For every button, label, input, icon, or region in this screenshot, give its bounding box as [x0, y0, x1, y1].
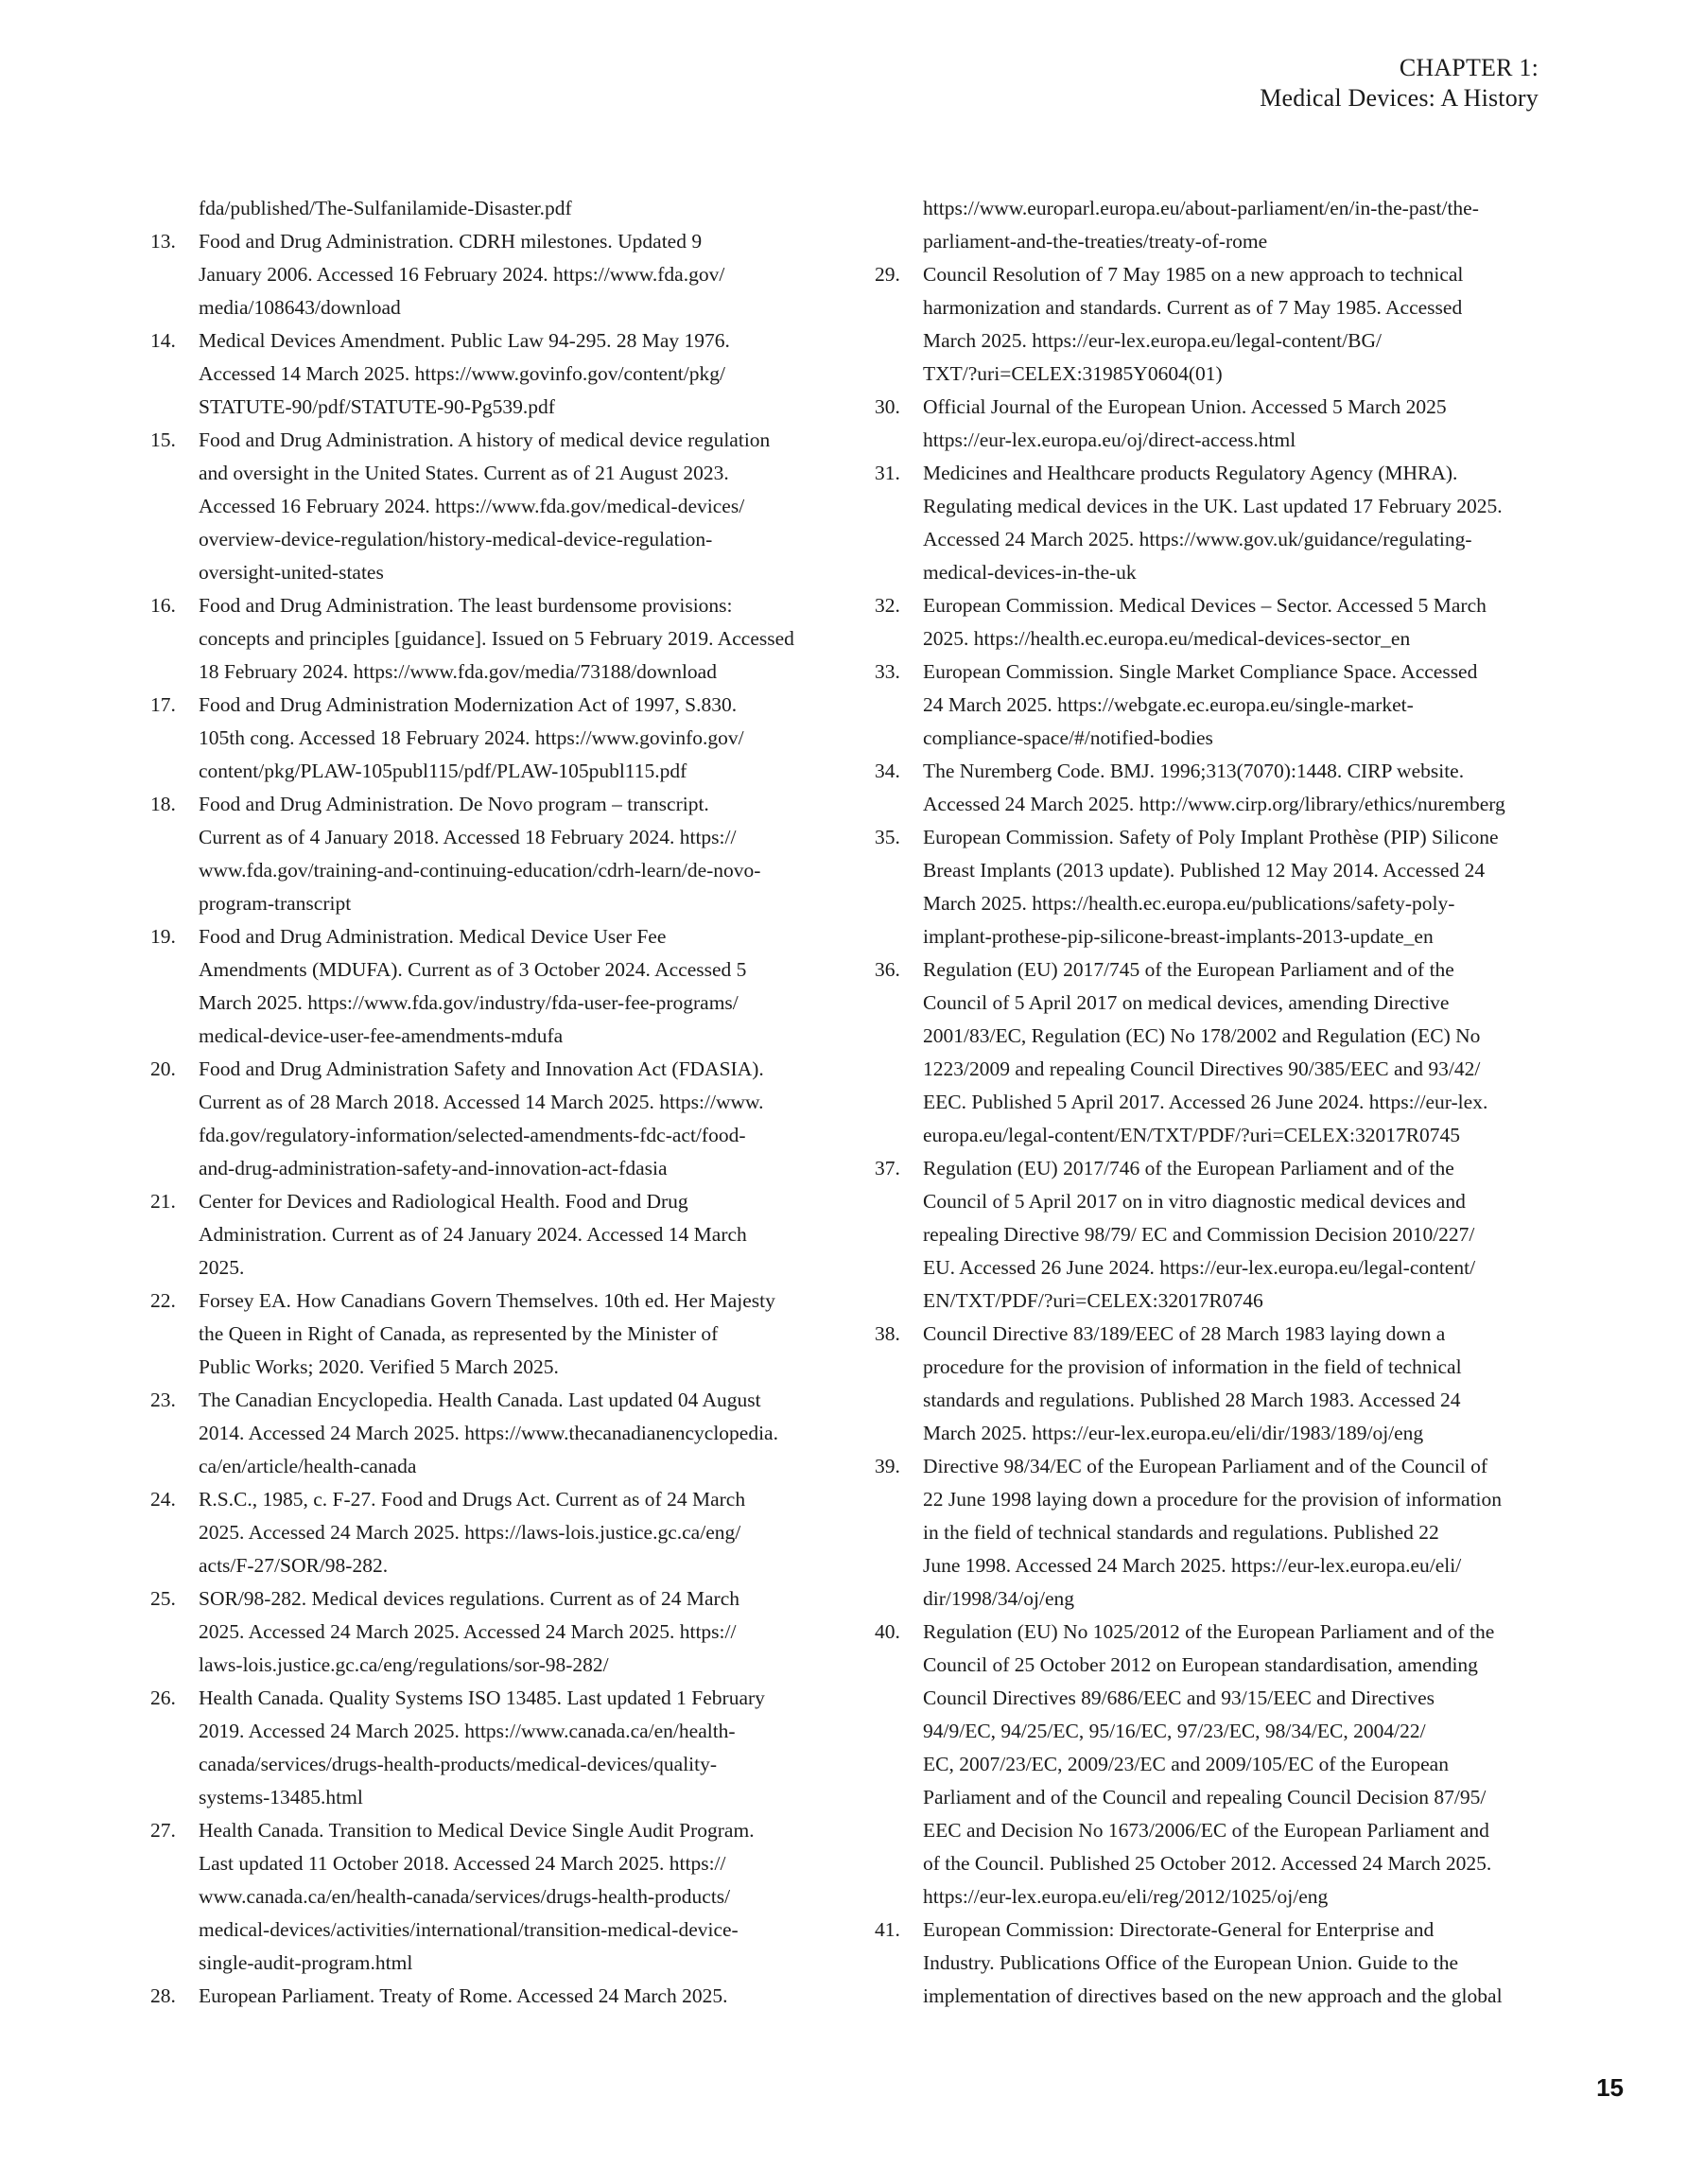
reference-item	[150, 920, 813, 1053]
reference-line: TXT/?uri=CELEX:31985Y0604(01)	[923, 362, 1223, 385]
reference-line: Health Canada. Quality Systems ISO 13485. Last updated 1 February	[199, 1686, 765, 1709]
chapter-label: CHAPTER 1:	[1399, 54, 1539, 81]
reference-number: 29.	[875, 263, 900, 286]
reference-line: Official Journal of the European Union. Accessed 5 March 2025	[923, 395, 1447, 418]
reference-line: medical-devices-in-the-uk	[923, 561, 1137, 584]
reference-line: 2014. Accessed 24 March 2025. https://www.thecanadianencyclopedia.	[199, 1422, 778, 1444]
reference-line: EEC and Decision No 1673/2006/EC of the European Parliament and	[923, 1819, 1489, 1842]
reference-number: 33.	[875, 660, 900, 683]
reference-line: Accessed 24 March 2025. https://www.gov.uk/guidance/regulating-	[923, 528, 1472, 550]
reference-line: procedure for the provision of information in the field of technical	[923, 1355, 1462, 1378]
reference-continuation	[199, 192, 813, 225]
reference-number: 32.	[875, 594, 900, 617]
chapter-title: Medical Devices: A History	[1260, 84, 1539, 112]
reference-line: 2025. https://health.ec.europa.eu/medical-devices-sector_en	[923, 627, 1411, 650]
reference-line: medical-devices/activities/international/transition-medical-device-	[199, 1918, 739, 1941]
reference-number: 25.	[150, 1587, 176, 1610]
reference-line: 18 February 2024. https://www.fda.gov/media/73188/download	[199, 660, 717, 683]
reference-item	[150, 1284, 813, 1384]
reference-line: Food and Drug Administration. CDRH milestones. Updated 9	[199, 230, 703, 253]
reference-item	[875, 457, 1540, 589]
reference-line: Current as of 28 March 2018. Accessed 14 March 2025. https://www.	[199, 1091, 764, 1113]
page-number: 15	[1596, 2073, 1624, 2102]
reference-line: Accessed 14 March 2025. https://www.govinfo.gov/content/pkg/	[199, 362, 725, 385]
reference-line: Forsey EA. How Canadians Govern Themselves. 10th ed. Her Majesty	[199, 1289, 775, 1312]
reference-item	[150, 1483, 813, 1582]
reference-line: Food and Drug Administration. Medical Device User Fee	[199, 925, 667, 948]
reference-line: single-audit-program.html	[199, 1951, 413, 1974]
reference-line: compliance-space/#/notified-bodies	[923, 726, 1213, 749]
reference-number: 30.	[875, 395, 900, 418]
reference-item	[150, 589, 813, 689]
reference-line: EU. Accessed 26 June 2024. https://eur-lex.europa.eu/legal-content/	[923, 1256, 1476, 1279]
reference-line: Regulating medical devices in the UK. Last updated 17 February 2025.	[923, 495, 1503, 517]
reference-line: Food and Drug Administration. The least burdensome provisions:	[199, 594, 733, 617]
reference-line: 2025. Accessed 24 March 2025. https://laws-lois.justice.gc.ca/eng/	[199, 1521, 741, 1544]
reference-line: European Parliament. Treaty of Rome. Accessed 24 March 2025.	[199, 1984, 728, 2007]
reference-line: Food and Drug Administration. De Novo program – transcript.	[199, 793, 709, 815]
reference-line: 22 June 1998 laying down a procedure for the provision of information	[923, 1488, 1503, 1511]
reference-number: 17.	[150, 693, 176, 716]
reference-line: Council Resolution of 7 May 1985 on a new approach to technical	[923, 263, 1464, 286]
reference-item	[875, 953, 1540, 1152]
reference-item	[875, 655, 1540, 755]
reference-line: March 2025. https://health.ec.europa.eu/publications/safety-poly-	[923, 892, 1455, 915]
reference-line: Center for Devices and Radiological Health. Food and Drug	[199, 1190, 688, 1213]
reference-line: concepts and principles [guidance]. Issued on 5 February 2019. Accessed	[199, 627, 794, 650]
reference-line: 2019. Accessed 24 March 2025. https://www.canada.ca/en/health-	[199, 1720, 736, 1742]
reference-line: media/108643/download	[199, 296, 401, 319]
reference-line: fda/published/The-Sulfanilamide-Disaster.pdf	[199, 197, 572, 219]
reference-line: implementation of directives based on the new approach and the global	[923, 1984, 1503, 2007]
reference-item	[875, 589, 1540, 655]
reference-number: 40.	[875, 1620, 900, 1643]
reference-line: March 2025. https://eur-lex.europa.eu/eli/dir/1983/189/oj/eng	[923, 1422, 1424, 1444]
reference-line: European Commission. Medical Devices – Sector. Accessed 5 March	[923, 594, 1487, 617]
reference-number: 28.	[150, 1984, 176, 2007]
reference-line: www.canada.ca/en/health-canada/services/drugs-health-products/	[199, 1885, 731, 1908]
reference-line: the Queen in Right of Canada, as represented by the Minister of	[199, 1322, 719, 1345]
reference-line: Amendments (MDUFA). Current as of 3 October 2024. Accessed 5	[199, 958, 747, 981]
reference-line: Breast Implants (2013 update). Published 12 May 2014. Accessed 24	[923, 859, 1486, 882]
reference-line: R.S.C., 1985, c. F-27. Food and Drugs Act. Current as of 24 March	[199, 1488, 746, 1511]
reference-line: Health Canada. Transition to Medical Device Single Audit Program.	[199, 1819, 755, 1842]
reference-continuation	[923, 192, 1540, 258]
reference-line: fda.gov/regulatory-information/selected-amendments-fdc-act/food-	[199, 1124, 746, 1146]
reference-line: laws-lois.justice.gc.ca/eng/regulations/sor-98-282/	[199, 1653, 609, 1676]
reference-item	[875, 1616, 1540, 1913]
reference-number: 35.	[875, 826, 900, 848]
reference-line: 94/9/EC, 94/25/EC, 95/16/EC, 97/23/EC, 98/34/EC, 2004/22/	[923, 1720, 1426, 1742]
reference-item	[875, 391, 1540, 457]
reference-item	[150, 689, 813, 788]
reference-line: Council Directive 83/189/EEC of 28 March 1983 laying down a	[923, 1322, 1446, 1345]
reference-line: 1223/2009 and repealing Council Directives 90/385/EEC and 93/42/	[923, 1057, 1481, 1080]
reference-line: implant-prothese-pip-silicone-breast-implants-2013-update_en	[923, 925, 1434, 948]
reference-line: of the Council. Published 25 October 2012. Accessed 24 March 2025.	[923, 1852, 1492, 1875]
reference-line: systems-13485.html	[199, 1786, 363, 1808]
reference-item	[150, 1582, 813, 1682]
reference-line: The Canadian Encyclopedia. Health Canada. Last updated 04 August	[199, 1389, 761, 1411]
reference-line: overview-device-regulation/history-medical-device-regulation-	[199, 528, 713, 550]
reference-line: European Commission: Directorate-General for Enterprise and	[923, 1918, 1435, 1941]
reference-line: Council of 25 October 2012 on European standardisation, amending	[923, 1653, 1478, 1676]
reference-item	[875, 1913, 1540, 2013]
reference-line: Parliament and of the Council and repealing Council Decision 87/95/	[923, 1786, 1487, 1808]
reference-line: Administration. Current as of 24 January 2024. Accessed 14 March	[199, 1223, 747, 1246]
reference-number: 20.	[150, 1057, 176, 1080]
reference-line: 2025.	[199, 1256, 245, 1279]
reference-line: Regulation (EU) 2017/746 of the European Parliament and of the	[923, 1157, 1454, 1179]
reference-number: 23.	[150, 1389, 176, 1411]
reference-line: January 2006. Accessed 16 February 2024. https://www.fda.gov/	[199, 263, 725, 286]
reference-line: March 2025. https://eur-lex.europa.eu/legal-content/BG/	[923, 329, 1382, 352]
reference-line: www.fda.gov/training-and-continuing-education/cdrh-learn/de-novo-	[199, 859, 761, 882]
chapter-header	[1260, 53, 1539, 114]
reference-line: ca/en/article/health-canada	[199, 1455, 417, 1477]
reference-line: https://www.europarl.europa.eu/about-parliament/en/in-the-past/the-	[923, 197, 1479, 219]
reference-item	[875, 1450, 1540, 1616]
reference-line: Medical Devices Amendment. Public Law 94-295. 28 May 1976.	[199, 329, 730, 352]
reference-line: Council Directives 89/686/EEC and 93/15/EEC and Directives	[923, 1686, 1435, 1709]
reference-line: Accessed 16 February 2024. https://www.fda.gov/medical-devices/	[199, 495, 745, 517]
reference-line: Directive 98/34/EC of the European Parliament and of the Council of	[923, 1455, 1488, 1477]
reference-line: acts/F-27/SOR/98-282.	[199, 1554, 389, 1577]
reference-number: 16.	[150, 594, 176, 617]
reference-line: canada/services/drugs-health-products/medical-devices/quality-	[199, 1753, 718, 1775]
reference-line: Last updated 11 October 2018. Accessed 24 March 2025. https://	[199, 1852, 726, 1875]
reference-line: content/pkg/PLAW-105publ115/pdf/PLAW-105publ115.pdf	[199, 760, 687, 782]
reference-line: STATUTE-90/pdf/STATUTE-90-Pg539.pdf	[199, 395, 555, 418]
reference-number: 41.	[875, 1918, 900, 1941]
reference-line: 105th cong. Accessed 18 February 2024. https://www.govinfo.gov/	[199, 726, 744, 749]
reference-item	[875, 821, 1540, 953]
reference-number: 18.	[150, 793, 176, 815]
reference-line: SOR/98-282. Medical devices regulations. Current as of 24 March	[199, 1587, 740, 1610]
reference-item	[150, 1053, 813, 1185]
reference-item	[150, 324, 813, 424]
reference-item	[875, 1318, 1540, 1450]
reference-number: 14.	[150, 329, 176, 352]
reference-number: 37.	[875, 1157, 900, 1179]
reference-line: EN/TXT/PDF/?uri=CELEX:32017R0746	[923, 1289, 1263, 1312]
reference-line: March 2025. https://www.fda.gov/industry/fda-user-fee-programs/	[199, 991, 739, 1014]
reference-line: parliament-and-the-treaties/treaty-of-rome	[923, 230, 1268, 253]
reference-item	[150, 788, 813, 920]
reference-number: 24.	[150, 1488, 176, 1511]
references-column-left	[150, 192, 813, 2013]
reference-line: and-drug-administration-safety-and-innovation-act-fdasia	[199, 1157, 668, 1179]
reference-item	[150, 1814, 813, 1980]
reference-line: in the field of technical standards and regulations. Published 22	[923, 1521, 1439, 1544]
reference-line: oversight-united-states	[199, 561, 384, 584]
reference-number: 13.	[150, 230, 176, 253]
reference-line: Food and Drug Administration. A history of medical device regulation	[199, 428, 771, 451]
reference-item	[150, 1384, 813, 1483]
reference-number: 36.	[875, 958, 900, 981]
reference-line: medical-device-user-fee-amendments-mdufa	[199, 1024, 564, 1047]
reference-line: Food and Drug Administration Modernization Act of 1997, S.830.	[199, 693, 738, 716]
reference-number: 15.	[150, 428, 176, 451]
reference-line: Current as of 4 January 2018. Accessed 18 February 2024. https://	[199, 826, 737, 848]
reference-line: https://eur-lex.europa.eu/eli/reg/2012/1025/oj/eng	[923, 1885, 1329, 1908]
reference-number: 19.	[150, 925, 176, 948]
reference-number: 26.	[150, 1686, 176, 1709]
reference-item	[150, 1185, 813, 1284]
reference-line: Regulation (EU) No 1025/2012 of the European Parliament and of the	[923, 1620, 1495, 1643]
reference-number: 22.	[150, 1289, 176, 1312]
reference-number: 34.	[875, 760, 900, 782]
reference-line: program-transcript	[199, 892, 352, 915]
reference-line: dir/1998/34/oj/eng	[923, 1587, 1075, 1610]
reference-line: European Commission. Single Market Compliance Space. Accessed	[923, 660, 1478, 683]
reference-line: https://eur-lex.europa.eu/oj/direct-access.html	[923, 428, 1296, 451]
reference-item	[875, 755, 1540, 821]
reference-item	[875, 1152, 1540, 1318]
reference-line: June 1998. Accessed 24 March 2025. https://eur-lex.europa.eu/eli/	[923, 1554, 1462, 1577]
reference-line: standards and regulations. Published 28 March 1983. Accessed 24	[923, 1389, 1461, 1411]
reference-line: europa.eu/legal-content/EN/TXT/PDF/?uri=CELEX:32017R0745	[923, 1124, 1461, 1146]
reference-line: Medicines and Healthcare products Regulatory Agency (MHRA).	[923, 462, 1458, 484]
reference-line: European Commission. Safety of Poly Implant Prothèse (PIP) Silicone	[923, 826, 1499, 848]
reference-line: Council of 5 April 2017 on medical devices, amending Directive	[923, 991, 1450, 1014]
reference-line: Regulation (EU) 2017/745 of the European Parliament and of the	[923, 958, 1454, 981]
reference-line: EEC. Published 5 April 2017. Accessed 26 June 2024. https://eur-lex.	[923, 1091, 1488, 1113]
reference-item	[150, 225, 813, 324]
reference-line: Public Works; 2020. Verified 5 March 2025.	[199, 1355, 559, 1378]
reference-line: Accessed 24 March 2025. http://www.cirp.org/library/ethics/nuremberg	[923, 793, 1505, 815]
reference-line: 24 March 2025. https://webgate.ec.europa.eu/single-market-	[923, 693, 1414, 716]
reference-line: Food and Drug Administration Safety and Innovation Act (FDASIA).	[199, 1057, 764, 1080]
reference-item	[150, 424, 813, 589]
reference-line: EC, 2007/23/EC, 2009/23/EC and 2009/105/EC of the European	[923, 1753, 1449, 1775]
reference-line: repealing Directive 98/79/ EC and Commission Decision 2010/227/	[923, 1223, 1475, 1246]
reference-line: harmonization and standards. Current as of 7 May 1985. Accessed	[923, 296, 1463, 319]
reference-line: Council of 5 April 2017 on in vitro diagnostic medical devices and	[923, 1190, 1466, 1213]
reference-number: 21.	[150, 1190, 176, 1213]
reference-item	[150, 1682, 813, 1814]
reference-number: 27.	[150, 1819, 176, 1842]
reference-line: The Nuremberg Code. BMJ. 1996;313(7070):1448. CIRP website.	[923, 760, 1465, 782]
reference-item	[150, 1980, 813, 2013]
reference-line: 2025. Accessed 24 March 2025. Accessed 24 March 2025. https://	[199, 1620, 737, 1643]
reference-number: 38.	[875, 1322, 900, 1345]
reference-number: 31.	[875, 462, 900, 484]
reference-number: 39.	[875, 1455, 900, 1477]
references-column-right	[875, 192, 1540, 2013]
reference-item	[875, 258, 1540, 391]
reference-line: 2001/83/EC, Regulation (EC) No 178/2002 and Regulation (EC) No	[923, 1024, 1481, 1047]
reference-line: Industry. Publications Office of the European Union. Guide to the	[923, 1951, 1459, 1974]
reference-line: and oversight in the United States. Current as of 21 August 2023.	[199, 462, 729, 484]
